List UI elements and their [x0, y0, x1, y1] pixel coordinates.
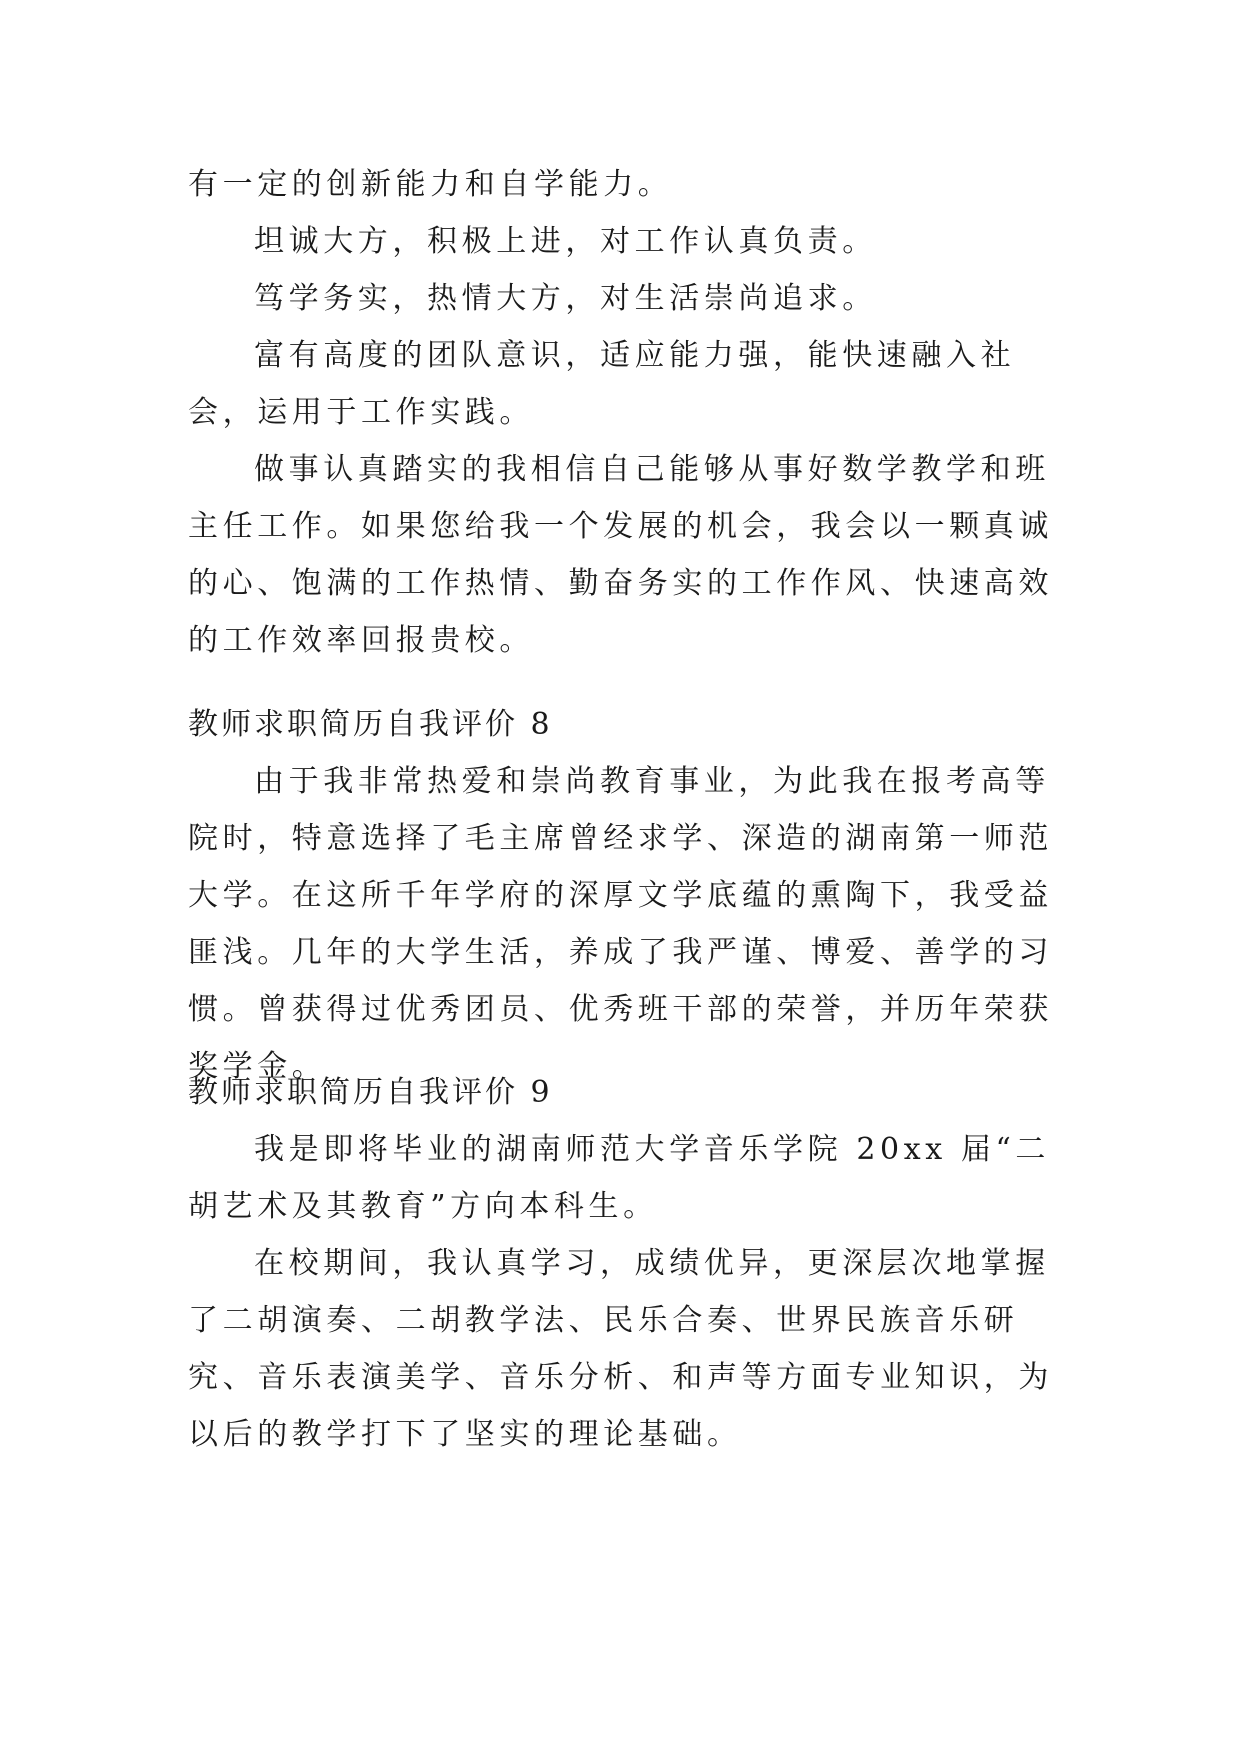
paragraph-self-introduction: 我是即将毕业的湖南师范大学音乐学院 20xx 届“二胡艺术及其教育”方向本科生。 — [188, 1132, 1051, 1224]
section-heading-8: 教师求职简历自我评价 8 — [188, 707, 553, 742]
paragraph-education-passion: 由于我非常热爱和崇尚教育事业，为此我在报考高等院时，特意选择了毛主席曾经求学、深造的湖南第一师范大学。在这所千年学府的深厚文学底蕴的熏陶下，我受益匪浅。几年的大学生活，养成了我严谨、博爱、善学的习惯。曾获得过优秀团员、优秀班干部的荣誉，并历年荣获奖学金。 — [188, 764, 1053, 1084]
paragraph-work-attitude: 做事认真踏实的我相信自己能够从事好数学教学和班主任工作。如果您给我一个发展的机会，我会以一颗真诚的心、饱满的工作热情、勤奋务实的工作作风、快速高效的工作效率回报贵校。 — [188, 452, 1053, 658]
paragraph-continuation: 有一定的创新能力和自学能力。 — [188, 167, 673, 202]
paragraph-diligence: 笃学务实，热情大方，对生活崇尚追求。 — [254, 281, 877, 316]
section-heading-9: 教师求职简历自我评价 9 — [188, 1075, 553, 1110]
paragraph-study-achievements: 在校期间，我认真学习，成绩优异，更深层次地掌握了二胡演奏、二胡教学法、民乐合奏、世界民族音乐研究、音乐表演美学、音乐分析、和声等方面专业知识，为以后的教学打下了坚实的理论基础。 — [188, 1246, 1053, 1452]
paragraph-teamwork: 富有高度的团队意识，适应能力强，能快速融入社会，运用于工作实践。 — [188, 338, 1016, 430]
paragraph-honesty: 坦诚大方，积极上进，对工作认真负责。 — [254, 224, 877, 259]
